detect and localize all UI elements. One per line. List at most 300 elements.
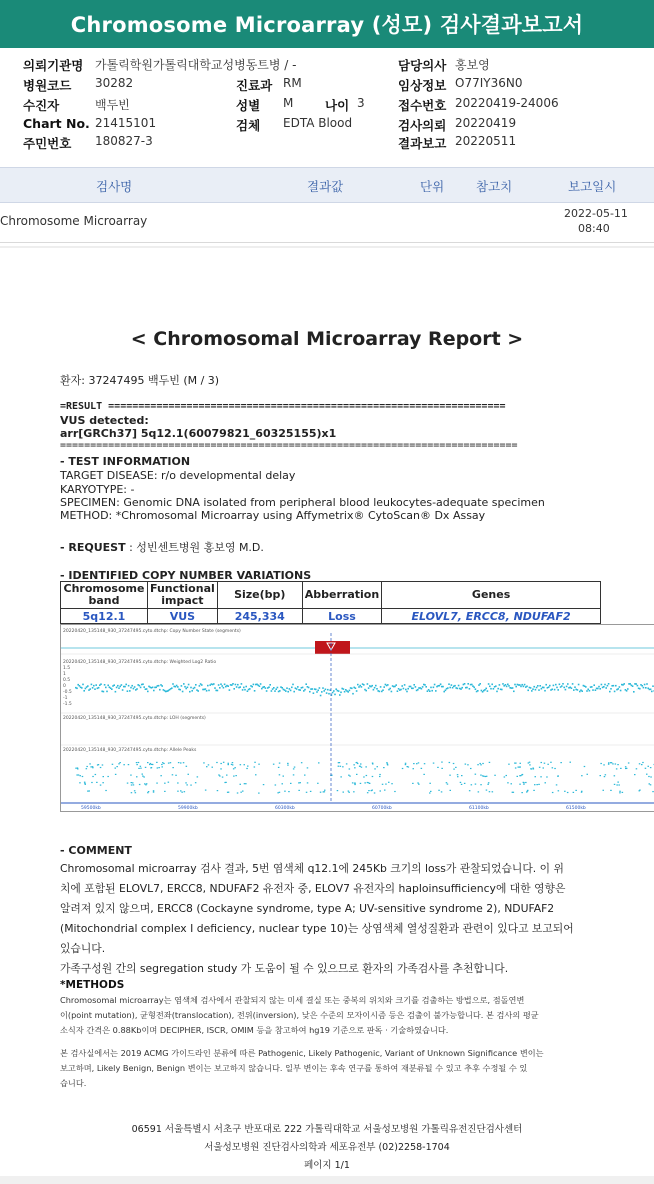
log2-point (533, 686, 535, 688)
y-tick-label: -1.5 (63, 702, 72, 707)
log2-point (379, 691, 381, 693)
log2-point (433, 687, 435, 689)
allele-point (628, 762, 630, 763)
request-date-label: 검사의뢰 (398, 118, 447, 133)
cnv-col-genes: Genes (382, 582, 601, 609)
allele-point (338, 766, 340, 767)
y-tick-label: 1 (63, 672, 66, 677)
log2-point (417, 689, 419, 691)
allele-point (128, 764, 130, 765)
allele-point (91, 782, 93, 783)
log2-point (357, 684, 359, 686)
log2-point (239, 686, 241, 688)
allele-point (507, 782, 509, 783)
log2-point (604, 684, 606, 686)
dept-value: RM (283, 76, 302, 90)
allele-point (195, 782, 197, 783)
log2-point (147, 691, 149, 693)
allele-point (387, 764, 389, 765)
log2-point (400, 689, 402, 691)
log2-point (361, 686, 363, 688)
allele-point (233, 776, 235, 777)
log2-point (274, 690, 276, 692)
log2-point (488, 683, 490, 685)
allele-point (541, 762, 543, 763)
allele-point (222, 777, 224, 778)
allele-point (232, 762, 234, 763)
log2-point (349, 690, 351, 692)
log2-point (491, 684, 493, 686)
log2-point (489, 686, 491, 688)
allele-point (235, 775, 237, 776)
y-tick-label: -0.5 (63, 690, 72, 695)
log2-point (266, 690, 268, 692)
log2-point (113, 684, 115, 686)
allele-point (489, 762, 491, 763)
allele-point (293, 774, 295, 775)
log2-point (335, 688, 337, 690)
log2-point (287, 691, 289, 693)
allele-point (446, 782, 448, 783)
allele-point (538, 784, 540, 785)
allele-point (150, 767, 152, 768)
allele-point (217, 790, 219, 791)
log2-point (484, 689, 486, 691)
log2-point (365, 690, 367, 692)
allele-point (622, 792, 624, 793)
allele-point (482, 775, 484, 776)
receipt-label: 접수번호 (398, 98, 447, 113)
allele-point (138, 762, 140, 763)
methods-line: 보고하며, Likely Benign, Benign 변이는 보고하지 않습니다. 일부 변이는 후속 연구를 통하여 재분류될 수 있고 추후 수정될 수 있 (60, 1063, 528, 1073)
allele-point (433, 763, 435, 764)
allele-point (515, 767, 517, 768)
patient-info-panel (0, 54, 654, 164)
allele-point (533, 768, 535, 769)
log2-point (537, 685, 539, 687)
log2-point (490, 688, 492, 690)
col-unit: 단위 (420, 179, 445, 194)
allele-point (168, 782, 170, 783)
allele-point (430, 791, 432, 792)
allele-point (246, 768, 248, 769)
allele-point (175, 775, 177, 776)
allele-point (177, 791, 179, 792)
log2-point (460, 688, 462, 690)
allele-point (450, 790, 452, 791)
log2-point (454, 685, 456, 687)
comment-line: 알려져 있지 않으며, ERCC8 (Cockayne syndrome, type A; UV-sensitive syndrome 2), NDUFAF2 (60, 902, 555, 915)
log2-point (555, 684, 557, 686)
log2-point (107, 685, 109, 687)
log2-point (221, 685, 223, 687)
receipt-value: 20220419-24006 (455, 96, 559, 110)
log2-point (523, 686, 525, 688)
allele-point (558, 790, 560, 791)
allele-point (301, 762, 303, 763)
allele-point (475, 784, 477, 785)
log2-point (279, 690, 281, 692)
comment-line: Chromosomal microarray 검사 결과, 5번 염색체 q12.1에 245Kb 크기의 loss가 관찰되었습니다. 이 위 (60, 862, 564, 875)
allele-point (364, 782, 366, 783)
allele-point (465, 764, 467, 765)
hospital-code-value: 30282 (95, 76, 134, 90)
log2-point (561, 685, 563, 687)
page-number: 페이지 1/1 (304, 1160, 350, 1171)
allele-point (539, 767, 541, 768)
log2-point (619, 686, 621, 688)
allele-point (298, 790, 300, 791)
allele-point (178, 762, 180, 763)
allele-point (547, 764, 549, 765)
institution-label: 의뢰기관명 (23, 58, 84, 73)
log2-point (223, 687, 225, 689)
log2-point (527, 690, 529, 692)
allele-point (354, 783, 356, 784)
allele-point (80, 775, 82, 776)
cnv-impact: VUS (148, 609, 218, 624)
institution-value: 가톨릭학원가톨릭대학교성병동트병 / - (95, 58, 297, 72)
log2-point (405, 689, 407, 691)
allele-point (429, 792, 431, 793)
table-row (61, 609, 601, 624)
table-row[interactable] (0, 202, 654, 243)
allele-point (273, 764, 275, 765)
log2-point (627, 688, 629, 690)
log2-point (311, 688, 313, 690)
log2-point (430, 687, 432, 689)
log2-point (289, 688, 291, 690)
log2-point (593, 684, 595, 686)
log2-point (95, 684, 97, 686)
log2-point (610, 688, 612, 690)
allele-point (181, 792, 183, 793)
allele-point (240, 784, 242, 785)
log2-point (608, 683, 610, 685)
log2-point (119, 686, 121, 688)
cnv-plot-svg (61, 625, 654, 811)
bottom-bar (0, 1176, 654, 1184)
allele-point (517, 776, 519, 777)
comment-line: 있습니다. (60, 942, 106, 955)
log2-point (194, 687, 196, 689)
log2-point (142, 683, 144, 685)
allele-point (244, 783, 246, 784)
allele-point (298, 782, 300, 783)
log2-point (260, 683, 262, 685)
log2-point (205, 688, 207, 690)
log2-point (427, 690, 429, 692)
log2-point (566, 686, 568, 688)
log2-point (499, 684, 501, 686)
allele-point (352, 782, 354, 783)
log2-point (466, 687, 468, 689)
allele-point (353, 791, 355, 792)
allele-point (421, 768, 423, 769)
log2-point (382, 689, 384, 691)
log2-point (161, 685, 163, 687)
log2-point (530, 687, 532, 689)
allele-point (287, 763, 289, 764)
log2-point (374, 687, 376, 689)
allele-point (513, 792, 515, 793)
log2-point (389, 688, 391, 690)
log2-point (544, 690, 546, 692)
log2-point (587, 689, 589, 691)
row-date: 2022-05-11 (564, 207, 628, 220)
log2-point (599, 688, 601, 690)
allele-point (324, 790, 326, 791)
log2-point (440, 683, 442, 685)
log2-point (253, 684, 255, 686)
log2-point (245, 686, 247, 688)
allele-point (277, 792, 279, 793)
report-date-label: 결과보고 (398, 136, 447, 151)
allele-point (424, 763, 426, 764)
allele-point (78, 774, 80, 775)
comment-heading: - COMMENT (60, 844, 132, 857)
allele-point (540, 776, 542, 777)
log2-point (539, 685, 541, 687)
allele-point (480, 775, 482, 776)
allele-point (147, 762, 149, 763)
log2-point (536, 687, 538, 689)
log2-point (140, 687, 142, 689)
cnv-col-aberration: Abberration (302, 582, 381, 609)
cnv-aberration: Loss (302, 609, 381, 624)
allele-point (288, 791, 290, 792)
log2-point (395, 684, 397, 686)
methods-line: Chromosomal microarray는 염색체 검사에서 관찰되지 않는 미세 결실 또는 중복의 위치와 크기를 검출하는 방법으로, 점돌연변 (60, 995, 525, 1005)
log2-point (153, 690, 155, 692)
allele-point (543, 767, 545, 768)
allele-point (608, 762, 610, 763)
allele-point (279, 792, 281, 793)
log2-point (645, 687, 647, 689)
log2-point (429, 690, 431, 692)
log2-point (643, 687, 645, 689)
log2-point (520, 686, 522, 688)
log2-point (117, 685, 119, 687)
allele-point (366, 775, 368, 776)
report-title-bar (0, 0, 654, 48)
log2-point (469, 688, 471, 690)
allele-point (469, 790, 471, 791)
y-ticks (63, 665, 72, 707)
allele-point (354, 784, 356, 785)
track2-label: 20220420_135148_930_37247495.cyto.dtchp: Weighted Log2 Ratio (63, 660, 217, 665)
allele-point (231, 764, 233, 765)
log2-point (646, 683, 648, 685)
allele-point (619, 791, 621, 792)
log2-point (242, 689, 244, 691)
log2-point (195, 684, 197, 686)
log2-point (116, 687, 118, 689)
log2-point (563, 687, 565, 689)
log2-point (199, 685, 201, 687)
allele-point (153, 792, 155, 793)
allele-point (186, 766, 188, 767)
log2-point (155, 687, 157, 689)
allele-point (349, 768, 351, 769)
log2-point (121, 684, 123, 686)
allele-point (650, 784, 652, 785)
allele-point (379, 776, 381, 777)
log2-point (326, 692, 328, 694)
allele-point (536, 784, 538, 785)
allele-point (77, 768, 79, 769)
comment-recommendation: 가족구성원 간의 segregation study 가 도움이 될 수 있으므로 환자의 가족검사를 추천합니다. (60, 962, 509, 975)
allele-point (153, 790, 155, 791)
allele-point (102, 764, 104, 765)
log2-point (445, 690, 447, 692)
allele-point (284, 791, 286, 792)
allele-point (405, 764, 407, 765)
allele-point (86, 768, 88, 769)
sex-label: 성별 (236, 98, 261, 113)
allele-point (494, 775, 496, 776)
allele-point (603, 764, 605, 765)
allele-point (150, 763, 152, 764)
cnv-size: 245,334 (217, 609, 302, 624)
allele-point (519, 767, 521, 768)
allele-point (480, 764, 482, 765)
comment-line: (Mitochondrial complex I deficiency, nuclear type 10)는 상염색체 열성질환과 관련이 있다고 보고되어 (60, 922, 574, 935)
log2-point (297, 686, 299, 688)
track3-label: 20220420_135148_930_37247495.cyto.dtchp: LOH (segments) (63, 716, 206, 721)
log2-point (320, 695, 322, 697)
allele-point (521, 792, 523, 793)
allele-point (143, 776, 145, 777)
log2-point (251, 686, 253, 688)
allele-point (545, 782, 547, 783)
allele-point (123, 764, 125, 765)
log2-point (373, 689, 375, 691)
allele-point (385, 784, 387, 785)
log2-point (578, 684, 580, 686)
allele-point (449, 762, 451, 763)
log2-point (118, 687, 120, 689)
allele-point (418, 784, 420, 785)
allele-point (522, 774, 524, 775)
allele-point (650, 776, 652, 777)
x-tick-label: 61500kb (566, 806, 586, 811)
x-tick-label: 60300kb (275, 806, 295, 811)
log2-point (641, 685, 643, 687)
allele-point (237, 792, 239, 793)
allele-point (100, 767, 102, 768)
log2-point (89, 688, 91, 690)
allele-point (642, 762, 644, 763)
log2-point (325, 689, 327, 691)
allele-point (105, 790, 107, 791)
allele-point (416, 763, 418, 764)
allele-point (650, 767, 652, 768)
allele-point (197, 776, 199, 777)
allele-point (186, 784, 188, 785)
log2-point (290, 690, 292, 692)
allele-point (391, 783, 393, 784)
log2-point (265, 687, 267, 689)
allele-point (240, 764, 242, 765)
allele-point (374, 792, 376, 793)
allele-point (162, 766, 164, 767)
allele-point (441, 762, 443, 763)
log2-point (620, 690, 622, 692)
log2-point (302, 687, 304, 689)
log2-point (526, 686, 528, 688)
allele-point (535, 776, 537, 777)
allele-point (140, 766, 142, 767)
allele-point (172, 774, 174, 775)
methods-heading: *METHODS (60, 979, 125, 991)
allele-point (461, 775, 463, 776)
allele-point (453, 769, 455, 770)
allele-point (460, 782, 462, 783)
log2-point (182, 691, 184, 693)
chart-no-value: 21415101 (95, 116, 157, 130)
log2-point (244, 689, 246, 691)
log2-point (304, 689, 306, 691)
allele-point (346, 763, 348, 764)
log2-point (551, 689, 553, 691)
log2-point (247, 690, 249, 692)
cnv-genes: ELOVL7, ERCC8, NDUFAF2 (382, 609, 601, 624)
log2-point (439, 685, 441, 687)
patient-line: 환자: 37247495 백두빈 (M / 3) (60, 374, 220, 387)
report-date-value: 20220511 (455, 134, 517, 148)
log2-point (134, 686, 136, 688)
test-info-heading: - TEST INFORMATION (60, 455, 191, 468)
allele-point (258, 793, 260, 794)
allele-point (520, 763, 522, 764)
log2-point (626, 690, 628, 692)
log2-point (236, 686, 238, 688)
allele-point (183, 762, 185, 763)
specimen-label: 검체 (236, 118, 261, 133)
log2-point (637, 685, 639, 687)
log2-point (595, 689, 597, 691)
log2-point (124, 686, 126, 688)
allele-point (372, 776, 374, 777)
allele-point (487, 784, 489, 785)
allele-point (570, 762, 572, 763)
log2-point (428, 689, 430, 691)
allele-point (441, 791, 443, 792)
log2-point (328, 693, 330, 695)
allele-point (203, 762, 205, 763)
log2-point (514, 684, 516, 686)
log2-point (581, 690, 583, 692)
allele-point (457, 776, 459, 777)
allele-point (254, 762, 256, 763)
log2-point (106, 691, 108, 693)
comment-line: 치에 포함된 ELOVL7, ERCC8, NDUFAF2 유전자 중, ELOV7 유전자의 haploinsufficiency에 대한 영향은 (60, 882, 566, 895)
allele-point (612, 763, 614, 764)
log2-point (232, 683, 234, 685)
allele-point (617, 782, 619, 783)
log2-point (83, 690, 85, 692)
allele-point (132, 782, 134, 783)
log2-point (571, 687, 573, 689)
cnv-col-impact: Functional impact (148, 582, 218, 609)
log2-point (94, 688, 96, 690)
allele-point (423, 774, 425, 775)
allele-point (457, 774, 459, 775)
allele-point (556, 784, 558, 785)
log2-point (425, 686, 427, 688)
log2-point (586, 690, 588, 692)
